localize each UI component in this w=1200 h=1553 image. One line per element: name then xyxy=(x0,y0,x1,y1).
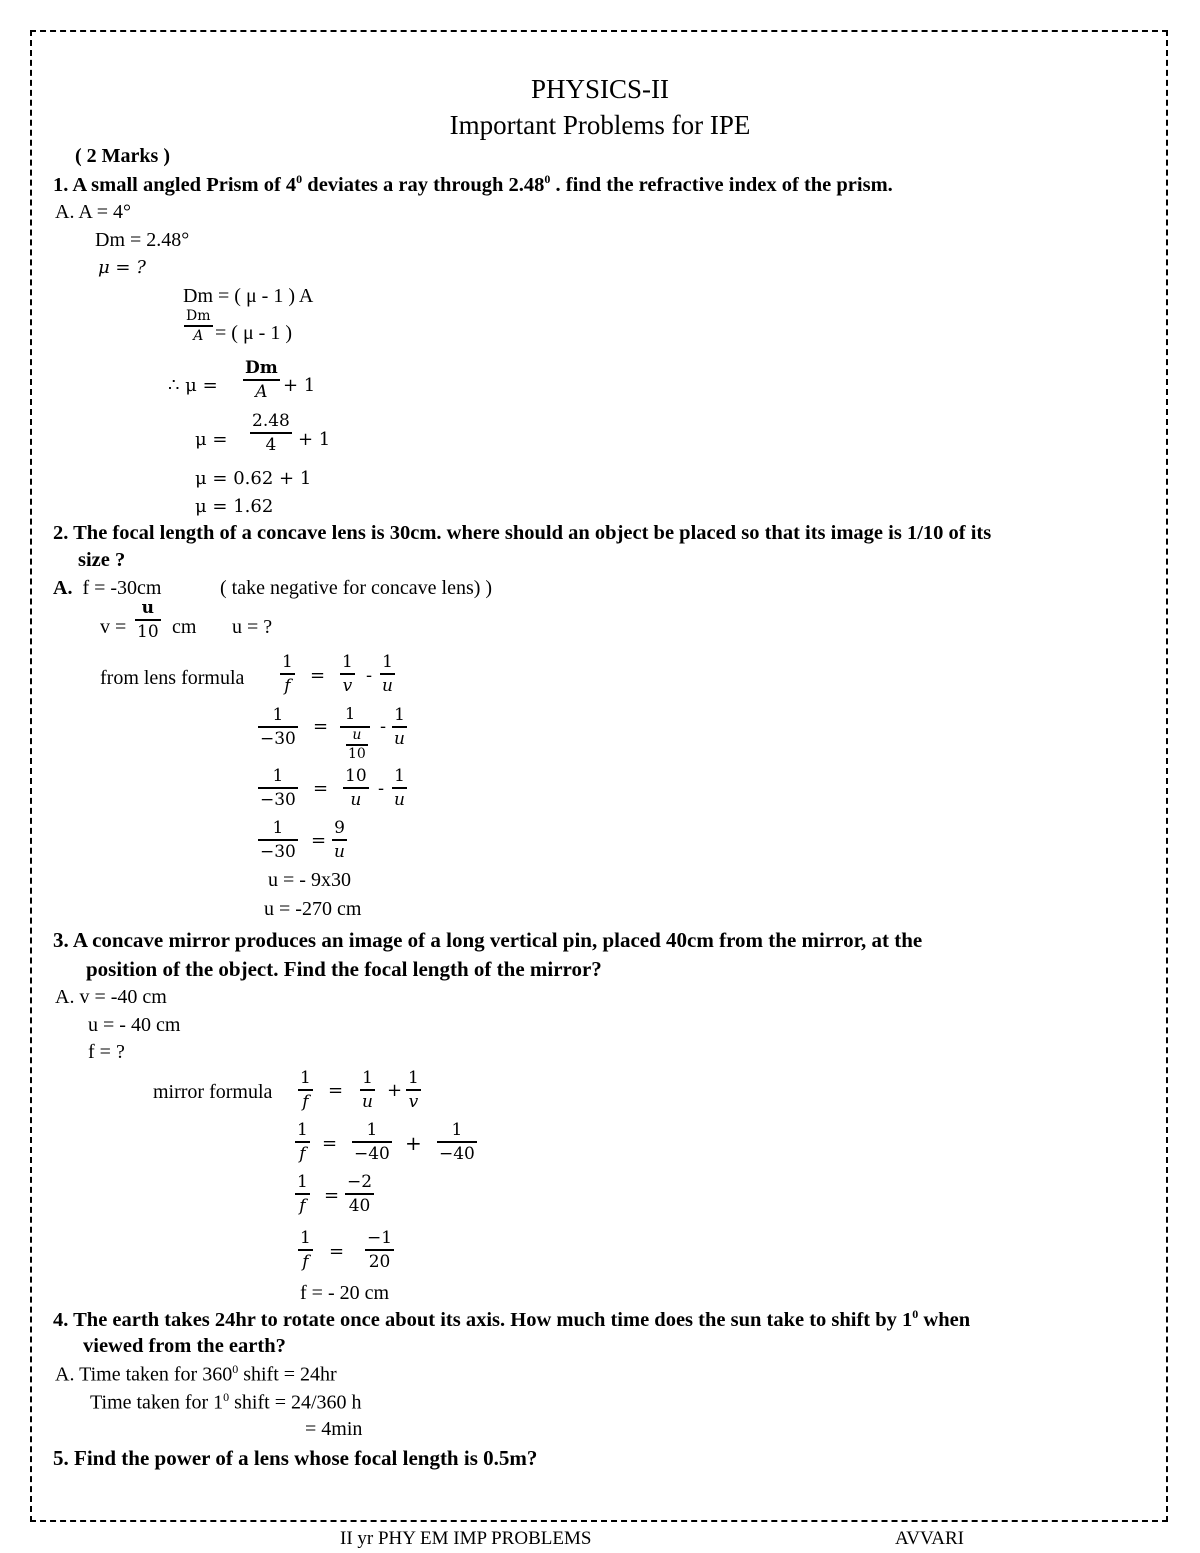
q2-s4-9-u: 9 u xyxy=(334,818,345,862)
q3-result: f = - 20 cm xyxy=(300,1282,390,1304)
page-title: PHYSICS-II xyxy=(530,74,670,104)
q1-step-5: μ = 0.62 + 1 xyxy=(195,468,312,489)
q2-lf-eq: = xyxy=(310,665,326,686)
q1-step-6: μ = 1.62 xyxy=(195,496,274,517)
q2-lf-1-f: 1 f xyxy=(282,652,293,696)
q1-step-4-lhs: μ = xyxy=(195,429,228,450)
question-4: 4. The earth takes 24hr to rotate once about its axis. How much time does the sun take to shift by $1^0$ when xyxy=(53,1307,971,1331)
marks-label: ( 2 Marks ) xyxy=(75,145,170,167)
q3-s2-eq: = xyxy=(322,1133,338,1154)
q2-s2-lhs: 1 −30 xyxy=(260,705,296,749)
question-2: 2. The focal length of a concave lens is 30cm. where should an object be placed so that its image is 1/10 of its xyxy=(53,522,992,544)
question-1: 1. A small angled Prism of $4^0$ deviates a ray through 2.48$^0$ . find the refractive index of the prism. xyxy=(53,172,893,196)
footer-right: AVVARI xyxy=(895,1528,964,1549)
q2-s2-1-u: 1 u xyxy=(394,705,405,749)
given-dm: Dm = 2.48° xyxy=(95,229,190,251)
q3-given-f: f = ? xyxy=(88,1041,125,1063)
footer-left: II yr PHY EM IMP PROBLEMS xyxy=(340,1528,592,1549)
q2-lf-minus: - xyxy=(366,665,373,686)
q2-lf-1-u: 1 u xyxy=(382,652,393,696)
answer-label: A. A = 4° xyxy=(55,201,131,223)
q1-step-3-rhs: + 1 xyxy=(283,375,316,396)
page-subtitle: Important Problems for IPE xyxy=(449,110,751,140)
q2-v-lhs: v = xyxy=(100,616,127,638)
q3-mf-plus: + xyxy=(387,1080,403,1101)
mirror-formula-label: mirror formula xyxy=(153,1081,273,1103)
question-5: 5. Find the power of a lens whose focal length is 0.5m? xyxy=(53,1446,538,1470)
q1-frac-dm-a-2: Dm A xyxy=(245,358,278,402)
q3-s2-plus: + xyxy=(405,1131,422,1155)
q1-frac-dm-a: Dm A xyxy=(186,308,211,344)
q2-s2-minus: - xyxy=(380,716,387,737)
q3-s4-lhs: 1 f xyxy=(300,1228,311,1272)
question-4-cont: viewed from the earth? xyxy=(83,1335,286,1357)
q1-step-4-rhs: + 1 xyxy=(298,429,331,450)
q2-u-result: u = -270 cm xyxy=(264,898,362,920)
q2-u-given: u = ? xyxy=(232,616,273,638)
q1-step-2: = ( μ - 1 ) xyxy=(215,322,292,344)
q2-s3-minus: - xyxy=(378,778,385,799)
q2-s2-den-frac: u 10 xyxy=(348,727,366,762)
page-border xyxy=(30,30,1168,1522)
q2-s4-eq: = xyxy=(311,830,327,851)
q4-line-1: A. Time taken for $360^0$ shift = 24hr xyxy=(55,1362,337,1386)
q3-mf-1-u: 1 u xyxy=(362,1068,373,1112)
q3-answer: A. v = -40 cm xyxy=(55,986,167,1008)
q3-s2-1-m40b: 1 −40 xyxy=(439,1120,475,1164)
q2-s2-num: 1 xyxy=(345,704,356,723)
q2-s3-lhs: 1 −30 xyxy=(260,766,296,810)
q3-s3-lhs: 1 f xyxy=(297,1172,308,1216)
q3-s3-m2-40: −2 40 xyxy=(347,1172,373,1216)
q2-lf-1-v: 1 v xyxy=(342,652,353,696)
q2-frac-u-10: u 10 xyxy=(137,598,159,642)
q2-v-unit: cm xyxy=(172,616,197,638)
q1-frac-248-4: 2.48 4 xyxy=(252,411,290,455)
q3-s2-lhs: 1 f xyxy=(297,1120,308,1164)
lens-formula-label: from lens formula xyxy=(100,667,245,689)
q3-s3-eq: = xyxy=(324,1185,340,1206)
q3-given-u: u = - 40 cm xyxy=(88,1014,181,1036)
given-mu: μ = ? xyxy=(98,257,146,278)
q3-mf-eq: = xyxy=(328,1080,344,1101)
q2-s4-lhs: 1 −30 xyxy=(260,818,296,862)
q3-s2-1-m40a: 1 −40 xyxy=(354,1120,390,1164)
q3-s4-eq: = xyxy=(329,1241,345,1262)
q4-line-2: Time taken for $1^0$ shift = 24/360 h xyxy=(90,1390,362,1414)
q2-u-step: u = - 9x30 xyxy=(268,869,351,891)
q1-step-3-lhs: ∴ μ = xyxy=(168,375,218,396)
q3-mf-1-f: 1 f xyxy=(300,1068,311,1112)
q2-answer: A. f = -30cm xyxy=(53,577,162,599)
q2-s3-1-u: 1 u xyxy=(394,766,405,810)
question-3: 3. A concave mirror produces an image of a long vertical pin, placed 40cm from the mirror, at the xyxy=(53,928,923,952)
q3-s4-m1-20: −1 20 xyxy=(367,1228,393,1272)
q2-s3-eq: = xyxy=(313,778,329,799)
q1-step-1: Dm = ( μ - 1 ) A xyxy=(183,285,314,307)
q2-s2-eq: = xyxy=(313,716,329,737)
q2-s3-10-u: 10 u xyxy=(345,766,367,810)
q4-line-3: = 4min xyxy=(305,1418,363,1440)
q2-note: ( take negative for concave lens) ) xyxy=(220,577,493,599)
question-3-cont: position of the object. Find the focal length of the mirror? xyxy=(86,957,602,981)
question-2-cont: size ? xyxy=(78,549,126,571)
q3-mf-1-v: 1 v xyxy=(408,1068,419,1112)
